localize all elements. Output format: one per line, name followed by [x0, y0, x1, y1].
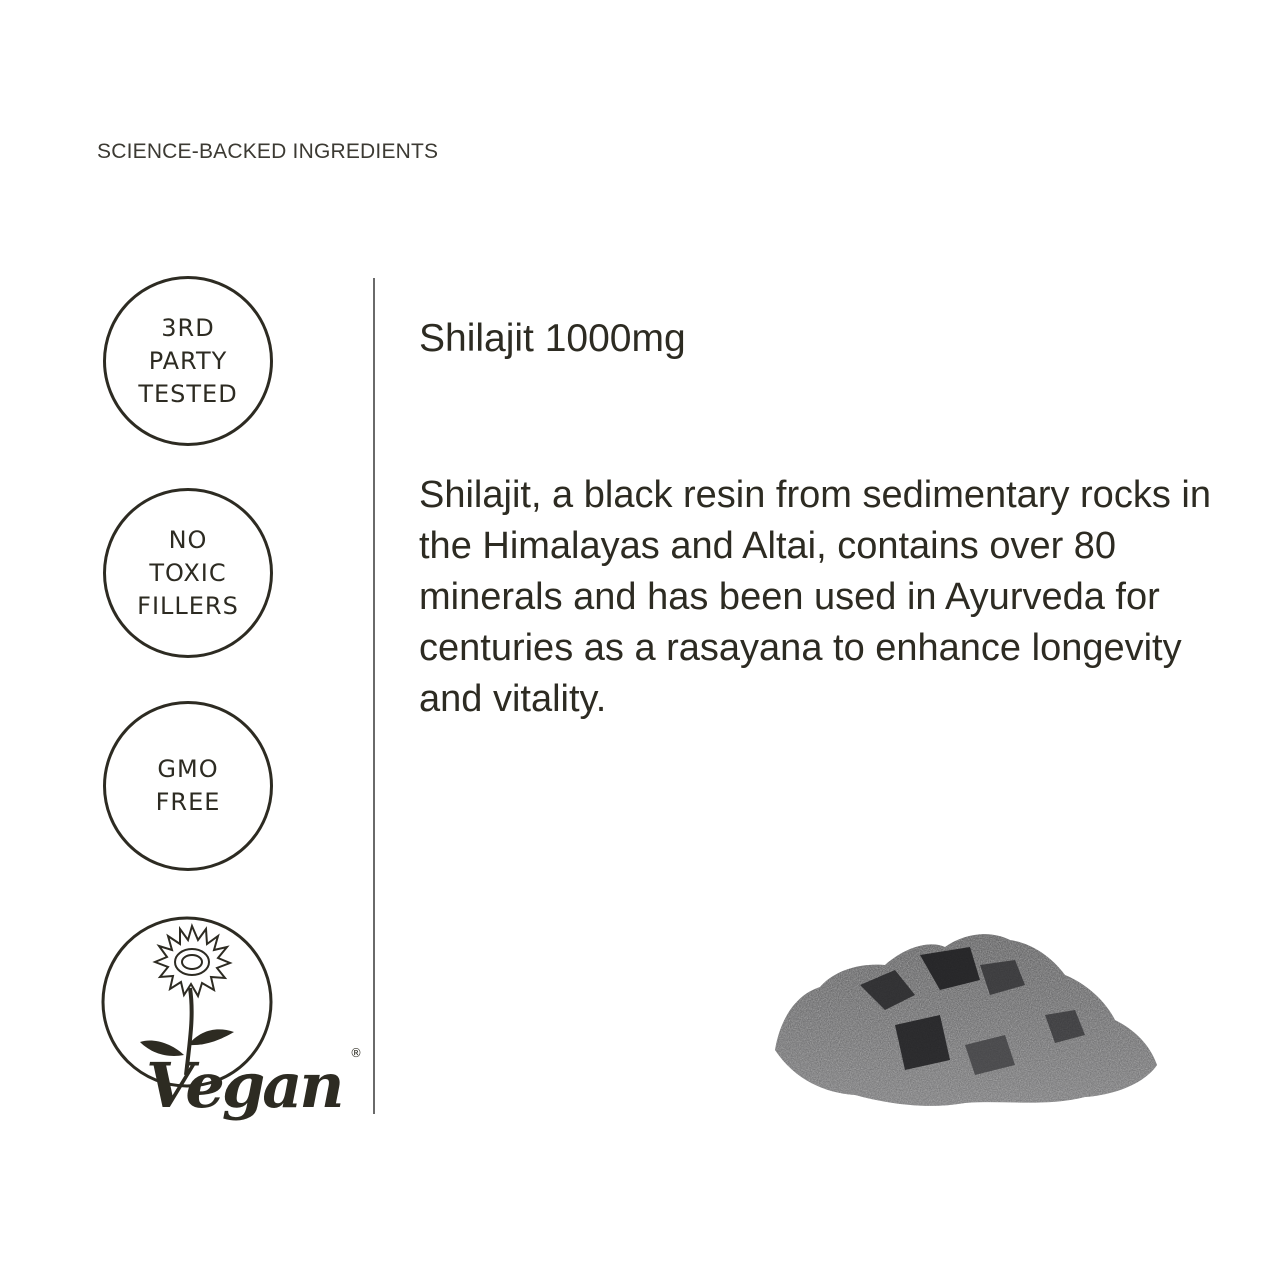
badge-line: FREE — [155, 788, 221, 816]
section-eyebrow: SCIENCE-BACKED INGREDIENTS — [97, 140, 439, 163]
badge-no-toxic-fillers — [103, 488, 273, 658]
badge-line: PARTY — [148, 346, 228, 375]
ingredient-description: Shilajit, a black resin from sedimentary rocks in the Himalayas and Altai, contains over 80 minerals and has been used in Ayurveda for centuries as a rasayana to enhance longevity and vitality. — [419, 474, 1211, 720]
badge-line: TESTED — [138, 379, 238, 408]
badge-gmo-free — [103, 701, 273, 871]
shilajit-rock-image — [765, 925, 1165, 1125]
vegan-wordmark: Vegan — [146, 1049, 342, 1122]
vegan-logo — [100, 915, 370, 1125]
badge-line: NO — [168, 525, 208, 554]
badge-line: FILLERS — [137, 591, 239, 620]
ingredient-title: Shilajit 1000mg — [419, 317, 686, 360]
badge-line: 3RD — [161, 313, 215, 342]
badge-line: GMO — [157, 755, 219, 783]
registered-mark: ® — [350, 1046, 362, 1060]
vertical-divider — [373, 278, 375, 1114]
badge-line: TOXIC — [149, 558, 227, 587]
badge-third-party-tested — [103, 276, 273, 446]
